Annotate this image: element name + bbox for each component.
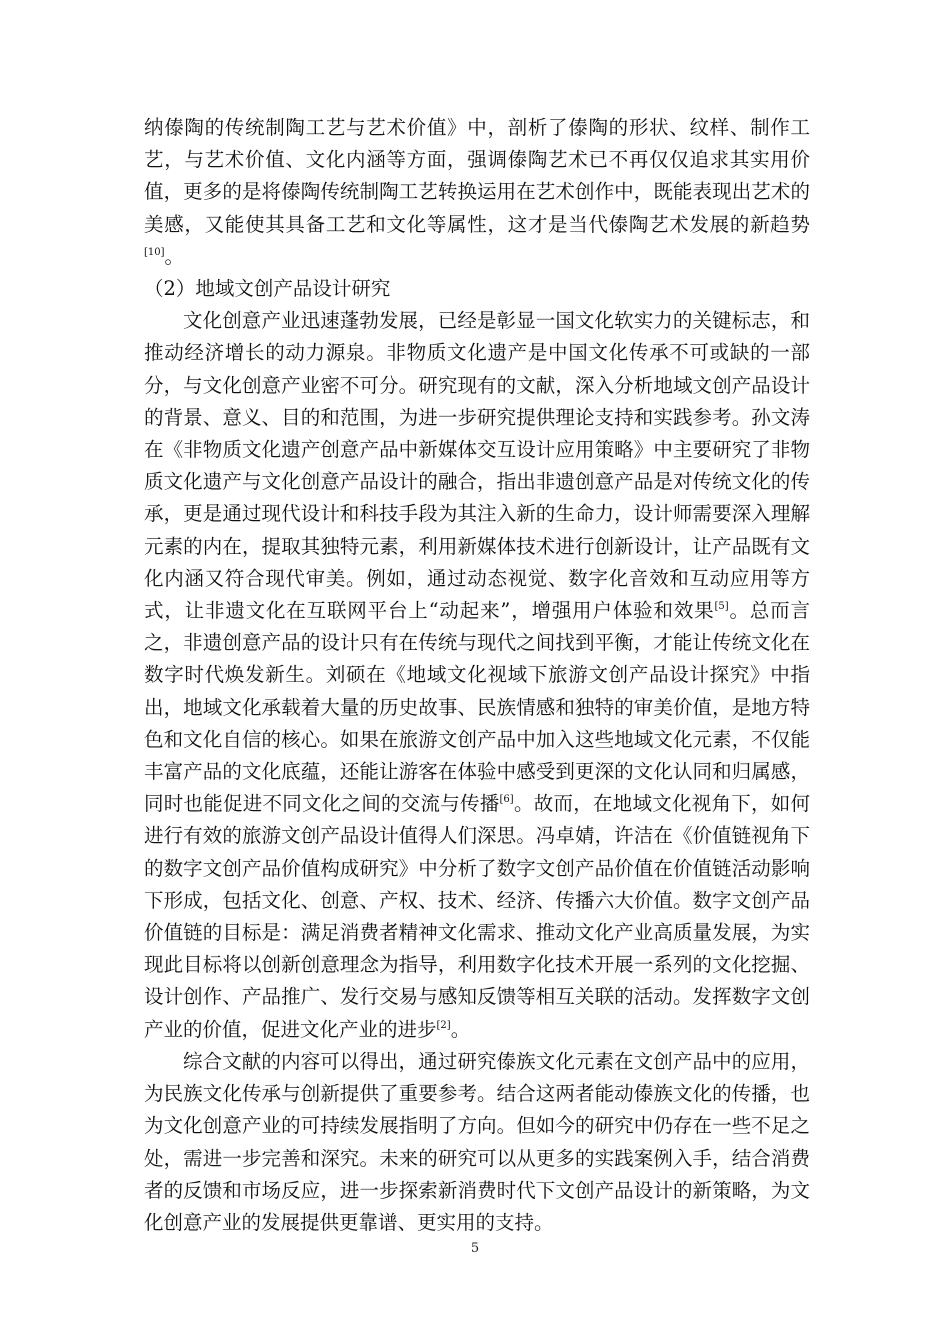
section-heading: （2）地域文创产品设计研究 [144, 277, 391, 301]
page-number: 5 [470, 1241, 480, 1256]
body-text [144, 112, 810, 1239]
paragraph-text: 。故而，在地域文化视角下，如何进行有效的旅游文创产品设计值得人们深思。冯卓婧，许洁在《价值链视角下的数字文创产品价值构成研究》中分析了数字文创产品价值在价值链活动影响下形成，包括文化、创意、产权、技术、经济、传播六大价值。数字文创产品价值链的目标是：满足消费者精神文化需求、推动文化产业高质量发展，为实现此目标将以创新创意理念为指导，利用数字化技术开展一系列的文化挖掘、设计创作、产品推广、发行交易与感知反馈等相互关联的活动。发挥数字文创产业的价值，促进文化产业的进步 [144, 792, 810, 1041]
paragraph-text: 纳傣陶的传统制陶工艺与艺术价值》中，剖析了傣陶的形状、纹样、制作工艺，与艺术价值、文化内涵等方面，强调傣陶艺术已不再仅仅追求其实用价值，更多的是将傣陶传统制陶工艺转换运用在艺术创作中，既能表现出艺术的美感，又能使其具备工艺和文化等属性，这才是当代傣陶艺术发展的新趋势 [144, 116, 810, 236]
paragraph-ceramics-continuation [144, 112, 810, 273]
citation-ref: [5] [714, 601, 729, 613]
paragraph-tail: 。 [450, 1017, 471, 1041]
paragraph-text: 文化创意产业迅速蓬勃发展，已经是彰显一国文化软实力的关键标志，和推动经济增长的动力源泉。非物质文化遗产是中国文化传承不可或缺的一部分，与文化创意产业密不可分。研究现有的文献，深入分析地域文创产品设计的背景、意义、目的和范围，为进一步研究提供理论支持和实践参考。孙文涛在《非物质文化遗产创意产品中新媒体交互设计应用策略》中主要研究了非物质文化遗产与文化创意产品设计的融合，指出非遗创意产品是对传统文化的传承，更是通过现代设计和科技手段为其注入新的生命力，设计师需要深入理解元素的内在，提取其独特元素，利用新媒体技术进行创新设计，让产品既有文化内涵又符合现代审美。例如，通过动态视觉、数字化音效和互动应用等方式，让非遗文化在互联网平台上“动起来”，增强用户体验和效果 [144, 309, 810, 623]
citation-ref: [2] [436, 1019, 451, 1031]
citation-ref: [10] [144, 246, 165, 258]
citation-ref: [6] [499, 794, 514, 806]
paragraph-text: 。总而言之，非遗创意产品的设计只有在传统与现代之间找到平衡，才能让传统文化在数字时代焕发新生。刘硕在《地域文化视域下旅游文创产品设计探究》中指出，地域文化承载着大量的历史故事、民族情感和独特的审美价值，是地方特色和文化自信的核心。如果在旅游文创产品中加入这些地域文化元素，不仅能丰富产品的文化底蕴，还能让游客在体验中感受到更深的文化认同和归属感，同时也能促进不同文化之间的交流与传播 [144, 599, 810, 816]
paragraph-tail: 。 [164, 244, 185, 268]
paragraph-summary: 综合文献的内容可以得出，通过研究傣族文化元素在文创产品中的应用，为民族文化传承与创新提供了重要参考。结合这两者能动傣族文化的传播，也为文化创意产业的可持续发展指明了方向。但如今的研究中仍存在一些不足之处，需进一步完善和深究。未来的研究可以从更多的实践案例入手，结合消费者的反馈和市场反应，进一步探索新消费时代下文创产品设计的新策略，为文化创意产业的发展提供更靠谱、更实用的支持。 [144, 1049, 810, 1234]
paragraph-regional-design [144, 305, 810, 1046]
